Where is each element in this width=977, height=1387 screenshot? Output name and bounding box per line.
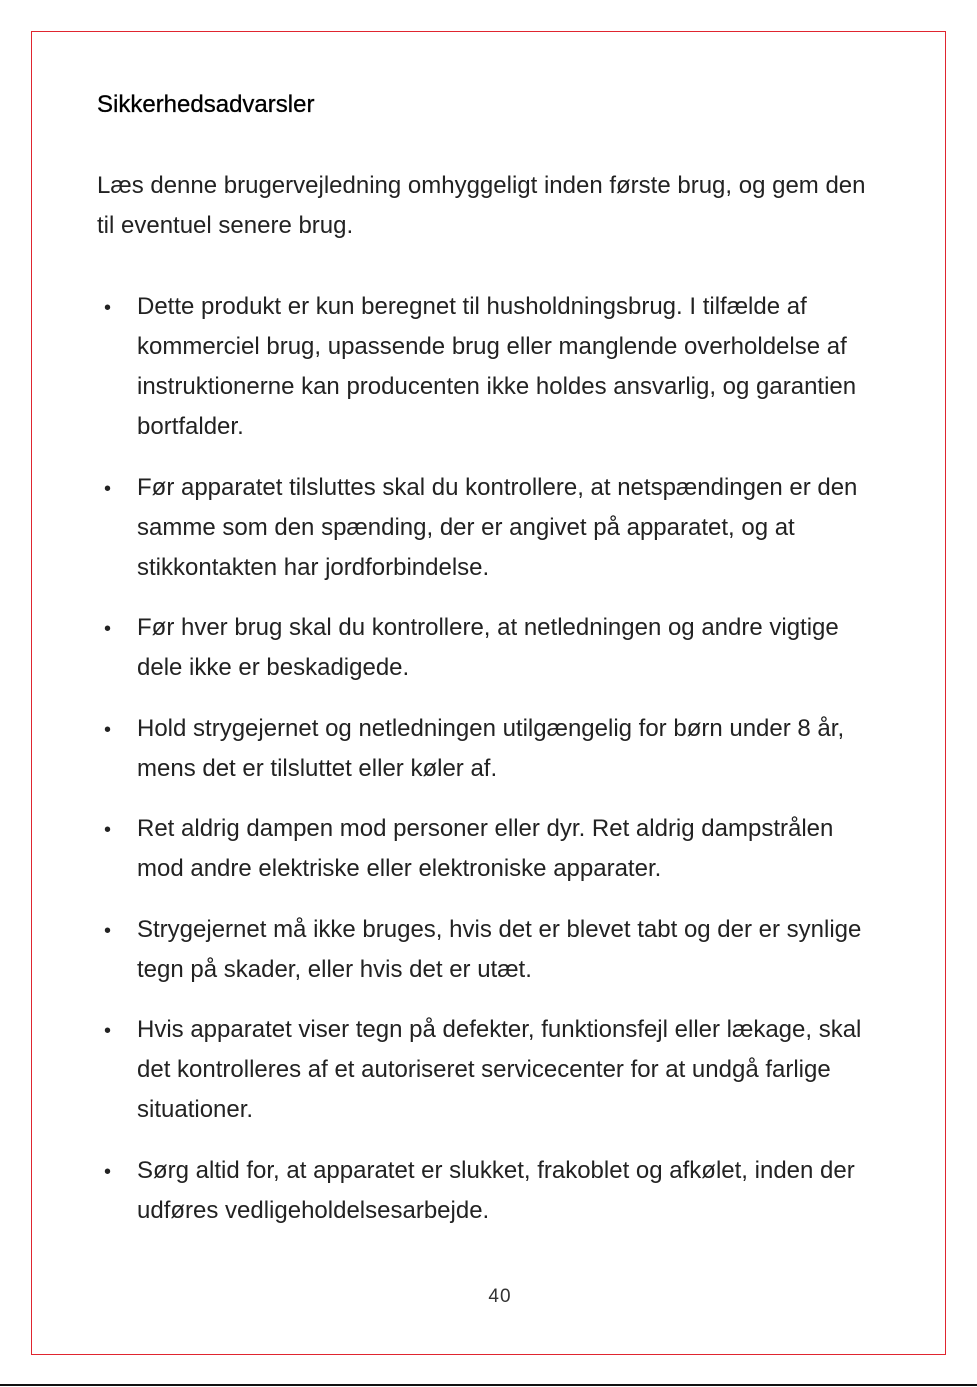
bullet-marker: • — [104, 819, 112, 841]
bullet-line: kommerciel brug, upassende brug eller manglende overholdelse af — [137, 333, 847, 360]
bullet-item-7 — [104, 1010, 862, 1130]
bullet-item-3 — [104, 608, 861, 688]
bullet-item-6 — [104, 910, 862, 990]
bullet-line: det kontrolleres af et autoriseret servicecenter for at undgå farlige — [137, 1056, 831, 1083]
bullet-marker: • — [104, 618, 112, 640]
bullet-line: bortfalder. — [137, 413, 244, 440]
bullet-line: Hold strygejernet og netledningen utilgængelig for børn under 8 år, — [137, 714, 845, 742]
bullet-item-8 — [104, 1151, 861, 1231]
bullet-line: Før hver brug skal du kontrollere, at netledningen og andre vigtige — [137, 614, 839, 641]
intro-line: til eventuel senere brug. — [97, 212, 354, 239]
bullet-marker: • — [104, 297, 112, 319]
intro-line: Læs denne brugervejledning omhyggeligt inden første brug, og gem den — [97, 172, 866, 199]
bullet-marker: • — [104, 718, 112, 741]
page-bottom-rule — [0, 1384, 977, 1386]
bullet-line: mod andre elektriske eller elektroniske apparater. — [137, 855, 662, 882]
bullet-line: mens det er tilsluttet eller køler af. — [137, 754, 498, 782]
bullet-line: Strygejernet må ikke bruges, hvis det er blevet tabt og der er synlige — [137, 915, 862, 943]
bullet-marker: • — [104, 1020, 112, 1042]
bullet-line: tegn på skader, eller hvis det er utæt. — [137, 955, 532, 983]
bullet-item-1 — [104, 287, 861, 447]
bullet-line: stikkontakten har jordforbindelse. — [137, 553, 490, 581]
bullet-line: udføres vedligeholdelsesarbejde. — [137, 1196, 490, 1224]
bullet-line: Sørg altid for, at apparatet er slukket, frakoblet og afkølet, inden der — [137, 1156, 855, 1184]
bullet-item-4 — [104, 709, 861, 789]
bullet-line: instruktionerne kan producenten ikke holdes ansvarlig, og garantien — [137, 373, 857, 400]
bullet-item-5 — [104, 809, 861, 889]
bullet-line: dele ikke er beskadigede. — [137, 654, 410, 681]
intro-paragraph — [97, 166, 866, 246]
bullet-marker: • — [104, 477, 112, 500]
bullet-line: Hvis apparatet viser tegn på defekter, funktionsfejl eller lækage, skal — [137, 1016, 862, 1043]
bullet-item-2 — [104, 468, 861, 588]
safety-warning-list — [104, 287, 862, 1251]
bullet-marker: • — [104, 919, 112, 942]
bullet-line: Før apparatet tilsluttes skal du kontrollere, at netspændingen er den — [137, 473, 858, 501]
bullet-line: Dette produkt er kun beregnet til husholdningsbrug. I tilfælde af — [137, 293, 807, 320]
page-number: 40 — [488, 1286, 512, 1307]
bullet-line: situationer. — [137, 1096, 254, 1123]
section-title: Sikkerhedsadvarsler — [97, 91, 315, 118]
bullet-marker: • — [104, 1160, 112, 1183]
bullet-line: samme som den spænding, der er angivet på apparatet, og at — [137, 513, 795, 541]
bullet-line: Ret aldrig dampen mod personer eller dyr. Ret aldrig dampstrålen — [137, 815, 834, 842]
